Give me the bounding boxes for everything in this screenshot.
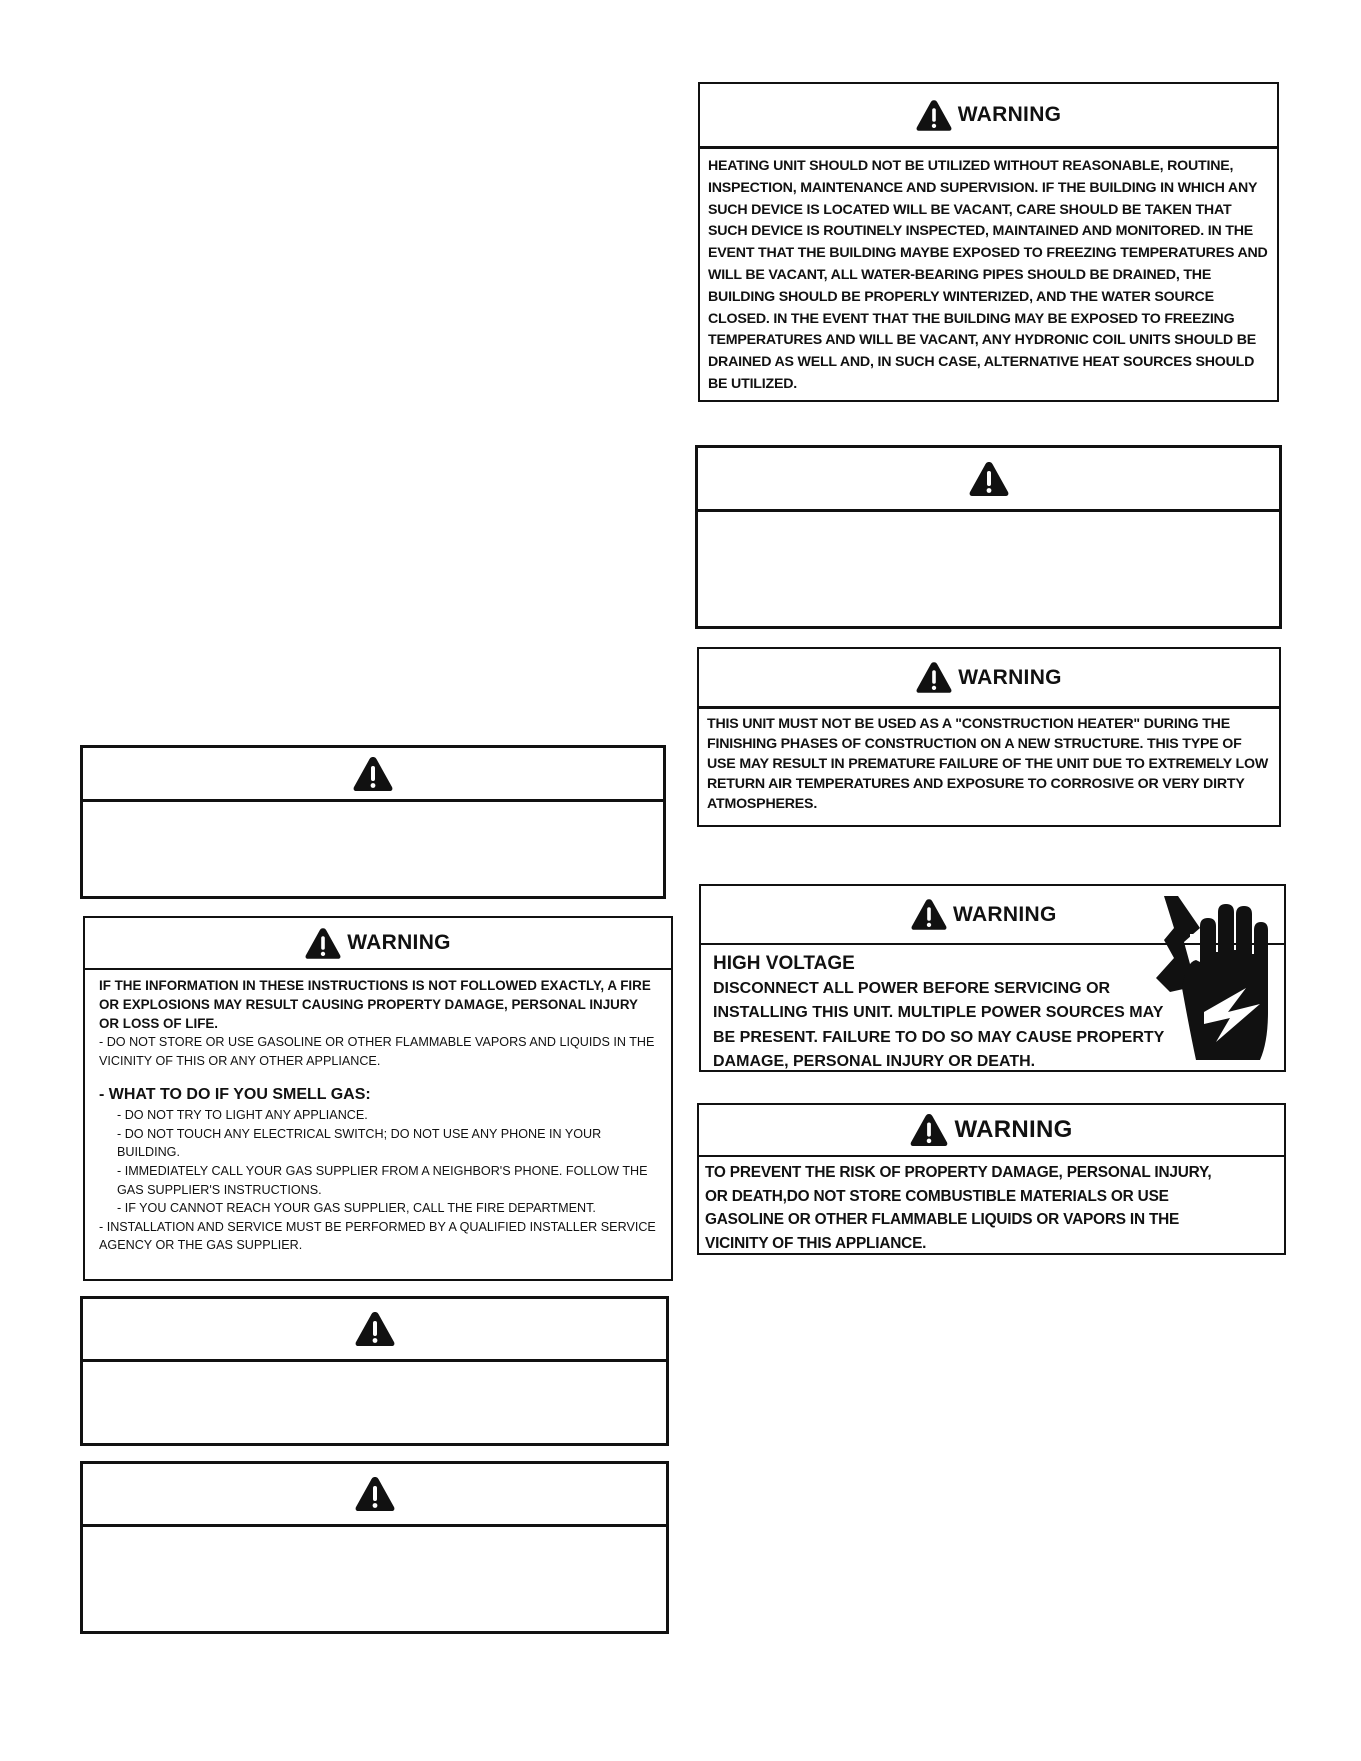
caution-box-blank (80, 1461, 669, 1634)
warning-title: WARNING (957, 103, 1062, 126)
caution-box-blank (80, 745, 666, 899)
warning-triangle-icon (911, 898, 947, 931)
warning-title: WARNING (347, 931, 451, 954)
high-voltage-heading: HIGH VOLTAGE (713, 953, 855, 974)
warning-box-construction-heater (697, 647, 1281, 827)
gas-smell-heading: - WHAT TO DO IF YOU SMELL GAS: (99, 1086, 371, 1104)
list-item: - DO NOT TOUCH ANY ELECTRICAL SWITCH; DO NOT USE ANY PHONE IN YOUR BUILDING. (117, 1126, 602, 1160)
warning-text: DISCONNECT ALL POWER BEFORE SERVICING OR INSTALLING THIS UNIT. MULTIPLE POWER SOURCES MAY BE PRESENT. FAILURE TO DO SO MAY CAUSE PROPERTY DAMAGE, PERSONAL INJURY OR DEATH. (713, 979, 1165, 1070)
warning-box-combustible-materials (697, 1103, 1286, 1255)
warning-title: WARNING (954, 1116, 1073, 1143)
warning-header (85, 918, 671, 970)
warning-header (700, 84, 1277, 149)
gas-no-store: - DO NOT STORE OR USE GASOLINE OR OTHER FLAMMABLE VAPORS AND LIQUIDS IN THE VICINITY OF THIS OR ANY OTHER APPLIANCE. (99, 1035, 655, 1068)
warning-text: HEATING UNIT SHOULD NOT BE UTILIZED WITHOUT REASONABLE, ROUTINE, INSPECTION, MAINTENANCE AND SUPERVISION. IF THE BUILDING IN WHICH ANY SUCH DEVICE IS LOCATED WILL BE VACANT, CARE SHOULD BE TAKEN THAT SUCH DEVICE IS ROUTINELY INSPECTED, MAINTAINED AND MONITORED. IN THE EVENT THAT THE BUILDING MAYBE EXPOSED TO FREEZING TEMPERATURES AND WILL BE VACANT, ALL WATER-BEARING PIPES SHOULD BE DRAINED, THE BUILDING SHOULD BE PROPERLY WINTERIZED, AND THE WATER SOURCE CLOSED. IN THE EVENT THAT THE BUILDING MAY BE EXPOSED TO FREEZING TEMPERATURES AND WILL BE VACANT, ANY HYDRONIC COIL UNITS SHOULD BE DRAINED AS WELL AND, IN SUCH CASE, ALTERNATIVE HEAT SOURCES SHOULD BE UTILIZED. (708, 158, 1268, 392)
warning-header (699, 649, 1279, 709)
caution-box-blank (80, 1296, 669, 1446)
list-item: - DO NOT TRY TO LIGHT ANY APPLIANCE. (117, 1108, 368, 1123)
warning-text: THIS UNIT MUST NOT BE USED AS A "CONSTRUCTION HEATER" DURING THE FINISHING PHASES OF CONSTRUCTION ON A NEW STRUCTURE. THIS TYPE OF USE MAY RESULT IN PREMATURE FAILURE OF THE UNIT DUE TO EXTREMELY LOW RETURN AIR TEMPERATURES AND EXPOSURE TO CORROSIVE OR VERY DIRTY ATMOSPHERES. (707, 716, 1269, 812)
warning-triangle-icon (353, 756, 393, 792)
warning-triangle-icon (969, 461, 1009, 497)
warning-triangle-icon (916, 99, 952, 132)
warning-triangle-icon (355, 1476, 395, 1512)
caution-header (83, 1464, 666, 1527)
caution-box-blank (695, 445, 1282, 629)
caution-header (698, 448, 1279, 512)
warning-header (699, 1105, 1284, 1157)
warning-triangle-icon (910, 1113, 948, 1147)
warning-box-gas (83, 916, 673, 1281)
electrical-hazard-hand-icon (1130, 892, 1280, 1064)
list-item: - IF YOU CANNOT REACH YOUR GAS SUPPLIER, CALL THE FIRE DEPARTMENT. (117, 1201, 596, 1216)
gas-intro: IF THE INFORMATION IN THESE INSTRUCTIONS IS NOT FOLLOWED EXACTLY, A FIRE OR EXPLOSIONS MAY RESULT CAUSING PROPERTY DAMAGE, PERSONAL INJURY OR LOSS OF LIFE. (99, 978, 651, 1031)
warning-triangle-icon (916, 661, 952, 694)
warning-text: TO PREVENT THE RISK OF PROPERTY DAMAGE, PERSONAL INJURY, OR DEATH,DO NOT STORE COMBUSTIBLE MATERIALS OR USE GASOLINE OR OTHER FLAMMABLE LIQUIDS OR VAPORS IN THE VICINITY OF THIS APPLIANCE. (705, 1164, 1212, 1252)
gas-installation: - INSTALLATION AND SERVICE MUST BE PERFORMED BY A QUALIFIED INSTALLER SERVICE AGENCY OR THE GAS SUPPLIER. (99, 1219, 656, 1253)
warning-box-unattended-operation (698, 82, 1279, 402)
warning-triangle-icon (355, 1311, 395, 1347)
list-item: - IMMEDIATELY CALL YOUR GAS SUPPLIER FROM A NEIGHBOR'S PHONE. FOLLOW THE GAS SUPPLIER'S INSTRUCTIONS. (117, 1163, 648, 1197)
warning-title: WARNING (958, 665, 1062, 689)
warning-title: WARNING (953, 902, 1057, 926)
caution-header (83, 1299, 666, 1362)
caution-header (83, 748, 663, 802)
warning-box-high-voltage (699, 884, 1286, 1072)
warning-triangle-icon (305, 927, 341, 960)
